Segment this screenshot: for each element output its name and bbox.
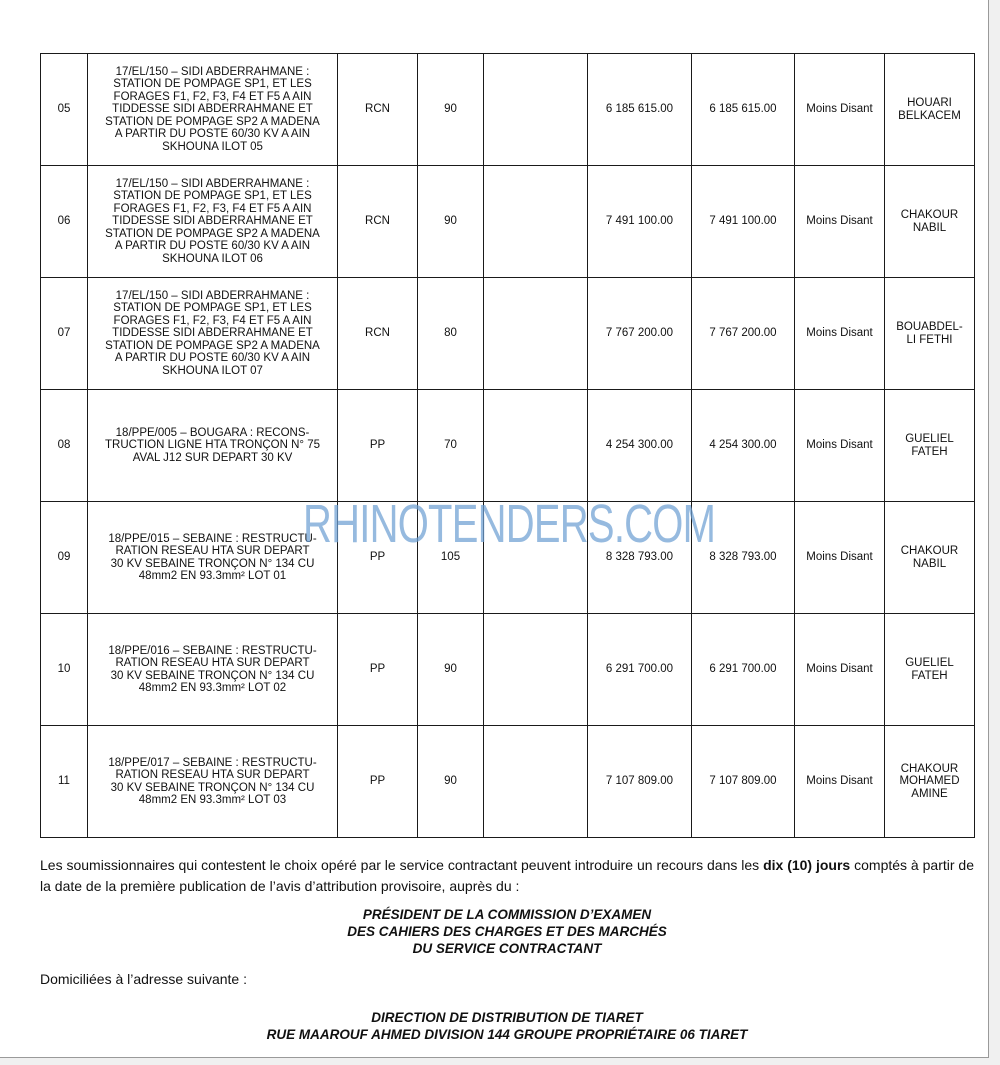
awardee-line: CHAKOUR [900, 545, 959, 557]
offer-amount-cell: 7 767 200.00 [588, 278, 692, 390]
object-line: TIDDESSE SIDI ABDERRAHMANE ET [112, 215, 313, 228]
awardee-line: HOUARI [907, 97, 952, 109]
object-line: STATION DE POMPAGE SP2 A MADENA [105, 115, 320, 128]
lot-cell: 10 [41, 614, 88, 726]
awardee-cell [885, 726, 975, 838]
type-cell: PP [338, 614, 418, 726]
object-line: AVAL J12 SUR DEPART 30 KV [132, 451, 293, 464]
appeal-text-end: comptés à partir de la date de la première publication de l’avis d’attribution provisoire, auprès du : [40, 857, 974, 894]
criterion-cell: Moins Disant [795, 166, 885, 278]
object-line: STATION DE POMPAGE SP1, ET LES [113, 190, 312, 203]
table-row [41, 54, 975, 166]
table-row [41, 502, 975, 614]
object-line: 17/EL/150 – SIDI ABDERRAHMANE : [115, 177, 310, 190]
object-cell [88, 390, 338, 502]
note-cell [484, 502, 588, 614]
object-line: 48mm2 EN 93.3mm² LOT 03 [138, 794, 287, 806]
object-line: FORAGES F1, F2, F3, F4 ET F5 A AIN [113, 314, 312, 327]
object-cell [88, 278, 338, 390]
criterion-cell: Moins Disant [795, 726, 885, 838]
object-line: 17/EL/150 – SIDI ABDERRAHMANE : [115, 289, 310, 302]
object-line: 18/PPE/005 – BOUGARA : RECONS- [115, 426, 310, 439]
type-cell: RCN [338, 278, 418, 390]
object-line: FORAGES F1, F2, F3, F4 ET F5 A AIN [113, 202, 312, 215]
note-cell [484, 726, 588, 838]
awardee-cell [885, 54, 975, 166]
corrected-amount-cell: 6 185 615.00 [692, 54, 795, 166]
object-cell [88, 614, 338, 726]
object-line: RATION RESEAU HTA SUR DEPART [115, 769, 310, 781]
awardee-line: AMINE [911, 787, 948, 800]
object-line: 48mm2 EN 93.3mm² LOT 02 [138, 682, 287, 694]
table-row [41, 726, 975, 838]
delay-cell: 90 [418, 726, 484, 838]
corrected-amount-cell: 7 767 200.00 [692, 278, 795, 390]
lot-cell: 05 [41, 54, 88, 166]
delay-cell: 90 [418, 166, 484, 278]
criterion-cell: Moins Disant [795, 278, 885, 390]
object-line: A PARTIR DU POSTE 60/30 KV A AIN [114, 352, 311, 365]
awardee-line: FATEH [911, 445, 948, 458]
lot-cell: 06 [41, 166, 88, 278]
object-line: STATION DE POMPAGE SP2 A MADENA [105, 339, 320, 352]
address-line: DIRECTION DE DISTRIBUTION DE TIARET [371, 1010, 643, 1025]
type-cell: PP [338, 726, 418, 838]
authority-line: PRÉSIDENT DE LA COMMISSION D’EXAMEN [362, 907, 652, 922]
note-cell [484, 390, 588, 502]
note-cell [484, 166, 588, 278]
delay-cell: 80 [418, 278, 484, 390]
authority-line: DES CAHIERS DES CHARGES ET DES MARCHÉS [347, 924, 667, 939]
table-row [41, 166, 975, 278]
corrected-amount-cell: 7 107 809.00 [692, 726, 795, 838]
authority-block [40, 906, 974, 957]
corrected-amount-cell: 8 328 793.00 [692, 502, 795, 614]
awardee-line: NABIL [912, 221, 947, 234]
type-cell: PP [338, 390, 418, 502]
appeal-paragraph [40, 855, 974, 897]
table-row [41, 278, 975, 390]
awards-table-body [41, 54, 975, 838]
offer-amount-cell: 6 185 615.00 [588, 54, 692, 166]
authority-line: DU SERVICE CONTRACTANT [412, 941, 602, 956]
delay-cell: 90 [418, 54, 484, 166]
delay-cell: 105 [418, 502, 484, 614]
object-line: RATION RESEAU HTA SUR DEPART [115, 545, 310, 557]
delay-cell: 70 [418, 390, 484, 502]
awardee-line: GUELIEL [905, 433, 954, 445]
offer-amount-cell: 6 291 700.00 [588, 614, 692, 726]
corrected-amount-cell: 7 491 100.00 [692, 166, 795, 278]
table-row [41, 614, 975, 726]
offer-amount-cell: 4 254 300.00 [588, 390, 692, 502]
object-line: 48mm2 EN 93.3mm² LOT 01 [138, 570, 287, 582]
object-line: STATION DE POMPAGE SP1, ET LES [113, 78, 312, 91]
object-line: SKHOUNA ILOT 06 [162, 252, 263, 265]
awardee-cell [885, 614, 975, 726]
object-line: TIDDESSE SIDI ABDERRAHMANE ET [112, 327, 313, 340]
address-block [40, 1009, 974, 1043]
address-label: Domiciliées à l’adresse suivante : [40, 971, 247, 987]
offer-amount-cell: 7 491 100.00 [588, 166, 692, 278]
awardee-line: NABIL [912, 557, 947, 570]
offer-amount-cell: 8 328 793.00 [588, 502, 692, 614]
object-line: RATION RESEAU HTA SUR DEPART [115, 657, 310, 669]
object-line: A PARTIR DU POSTE 60/30 KV A AIN [114, 128, 311, 141]
awardee-cell [885, 278, 975, 390]
corrected-amount-cell: 4 254 300.00 [692, 390, 795, 502]
note-cell [484, 54, 588, 166]
appeal-text-start: Les soumissionnaires qui contestent le choix opéré par le service contractant peuvent introduire un recours dans les [40, 857, 764, 873]
lot-cell: 08 [41, 390, 88, 502]
object-line: STATION DE POMPAGE SP2 A MADENA [105, 227, 320, 240]
object-line: 18/PPE/016 – SEBAINE : RESTRUCTU- [108, 644, 317, 657]
awardee-line: LI FETHI [906, 333, 953, 346]
awardee-line: MOHAMED [899, 775, 960, 788]
criterion-cell: Moins Disant [795, 502, 885, 614]
object-line: STATION DE POMPAGE SP1, ET LES [113, 302, 312, 315]
type-cell: PP [338, 502, 418, 614]
object-line: 30 KV SEBAINE TRONÇON N° 134 CU [110, 557, 315, 570]
object-line: FORAGES F1, F2, F3, F4 ET F5 A AIN [113, 90, 312, 103]
lot-cell: 11 [41, 726, 88, 838]
object-line: SKHOUNA ILOT 07 [162, 364, 263, 377]
awardee-line: CHAKOUR [900, 209, 959, 221]
lot-cell: 07 [41, 278, 88, 390]
object-line: SKHOUNA ILOT 05 [162, 140, 263, 153]
watermark-text: RHINOTENDERS.COM [303, 494, 716, 554]
address-line: RUE MAAROUF AHMED DIVISION 144 GROUPE PROPRIÉTAIRE 06 TIARET [266, 1027, 748, 1042]
awardee-line: GUELIEL [905, 657, 954, 669]
type-cell: RCN [338, 54, 418, 166]
object-line: TIDDESSE SIDI ABDERRAHMANE ET [112, 103, 313, 116]
awardee-line: CHAKOUR [900, 762, 959, 775]
lot-cell: 09 [41, 502, 88, 614]
awards-table [40, 53, 975, 838]
appeal-deadline: dix (10) jours [763, 857, 851, 873]
object-cell [88, 502, 338, 614]
delay-cell: 90 [418, 614, 484, 726]
awardee-cell [885, 390, 975, 502]
awardee-cell [885, 502, 975, 614]
criterion-cell: Moins Disant [795, 390, 885, 502]
awardee-cell [885, 166, 975, 278]
object-line: 30 KV SEBAINE TRONÇON N° 134 CU [110, 669, 315, 682]
object-line: 30 KV SEBAINE TRONÇON N° 134 CU [110, 781, 315, 794]
table-row [41, 390, 975, 502]
object-line: 18/PPE/017 – SEBAINE : RESTRUCTU- [108, 756, 317, 769]
object-cell [88, 726, 338, 838]
type-cell: RCN [338, 166, 418, 278]
object-line: 18/PPE/015 – SEBAINE : RESTRUCTU- [108, 532, 317, 545]
criterion-cell: Moins Disant [795, 614, 885, 726]
offer-amount-cell: 7 107 809.00 [588, 726, 692, 838]
awardee-line: BELKACEM [898, 109, 961, 122]
object-line: 17/EL/150 – SIDI ABDERRAHMANE : [115, 65, 310, 78]
object-line: A PARTIR DU POSTE 60/30 KV A AIN [114, 240, 311, 253]
note-cell [484, 278, 588, 390]
object-cell [88, 166, 338, 278]
corrected-amount-cell: 6 291 700.00 [692, 614, 795, 726]
object-cell [88, 54, 338, 166]
awardee-line: FATEH [911, 669, 948, 682]
note-cell [484, 614, 588, 726]
object-line: TRUCTION LIGNE HTA TRONÇON N° 75 [104, 439, 321, 452]
criterion-cell: Moins Disant [795, 54, 885, 166]
awardee-line: BOUABDEL- [896, 321, 963, 333]
